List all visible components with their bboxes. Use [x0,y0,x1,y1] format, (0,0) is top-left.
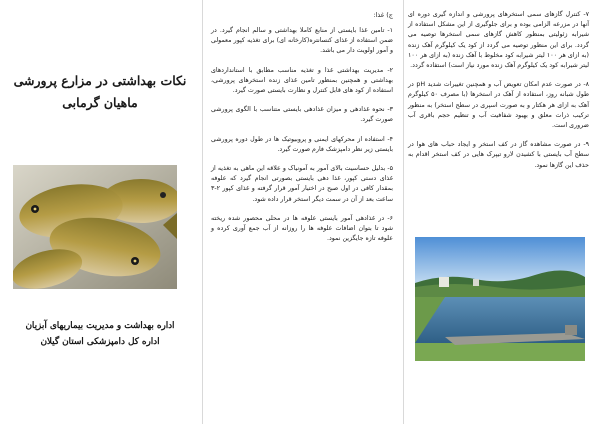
pond-illustration [415,237,585,361]
brochure-title: نکات بهداشتی در مزارع پرورشی ماهیان گرمابی [13,73,187,110]
fold-line-left [202,0,203,424]
org-line-1: اداره بهداشت و مدیریت بیماریهای آبزیان [25,321,175,331]
pond-photo [415,237,585,361]
paragraph-2: ۲- مدیریت بهداشتی غذا و تغذیه مناسب مطابق با استانداردهای بهداشتی و همچنین بمنظور تامین غذای زنده استخرهای پرورشی، استفاده از کود های قابل کنترل و نظارت بایستی صورت گیرد. [211,66,393,95]
paragraph-7: ۷- کنترل گازهای سمی استخرهای پرورشی و اندازه گیری دوره ای آنها در مزرعه الزامی بوده و برای جلوگیری از این مشکل استفاده از شیرابه زئولیتی بمنظور کاهش گازهای سمی استخرها توصیه می گردد. برای این منظور توصیه می گردد از کود یک کیلوگرم آهک زنده (به ازای هر ۱۰۰ لیتر شیرابه کود مخلوط با آهک زنده (به ازای هر ۱۰۰ لیتر شیرابه کود یک کیلوگرم آهک زنده مورد نیاز است) استفاده گردد. [408,11,589,70]
paragraph-3: ۳- نحوه غذادهی و میزان غذادهی بایستی متناسب با الگوی پرورشی صورت گیرد. [211,106,393,124]
paragraph-6: ۶- در غذادهی آمور بایستی علوفه ها در محلی محصور شده ریخته شود تا بتوان اضافات علوفه ها را روزانه از آب جمع آوری کرده و علوفه تازه جایگزین نمود. [211,214,393,243]
fish-illustration [13,165,177,289]
middle-column [205,0,401,424]
organization-block [6,318,194,350]
org-line-2: اداره کل دامپزشکی استان گیلان [40,337,160,347]
paragraph-5: ۵- بدلیل حساسیت بالای آمور به آمونیاک و علاقه این ماهی به تغذیه از غذای دستی کپور، غذا دهی بایستی بصورتی انجام گیرد که علوفه بمقدار کافی در اول صبح در اختیار آمور قرار گرفته و غذای کپور ۲-۳ ساعت بعد از آن در سمت دیگر استخر قرار داده شود. [211,165,393,203]
fold-line-right [403,0,404,424]
paragraph-4: ۴- استفاده از محرکهای ایمنی و پروبیوتیک ها در طول دوره پرورشی بایستی زیر نظر دامپزشک فارم صورت گیرد. [211,135,393,153]
paragraph-1: ۱- تامین غذا بایستی از منابع کاملا بهداشتی و سالم انجام گیرد. در ضمن استفاده از غذای کنسانتره(کارخانه ای) برای تغذیه کپور معمولی و آمور اولویت دار می باشد. [211,27,393,55]
section-heading-food: ج) غذا: [373,11,393,19]
carp-fish-photo [13,165,177,289]
paragraph-9: ۹- در صورت مشاهده گاز در کف استخر و ایجاد حباب های هوا در سطح آب بایستی با کشیدن لارو تیپرک هایی در کف استخر اقدام به حذف این گازها نمود. [408,141,589,169]
paragraph-8: ۸- در صورت عدم امکان تعویض آب و همچنین تغییرات شدید pH در طول شبانه روز، استفاده از آهک در استخرها (با مصرف ۵۰ کیلوگرم آهک به ازای هر هکتار و به صورت اسپری در سطح استخر) به منظور ترکیب ذرات معلق و بهبود شفافیت آب و تنظیم حجم باقری آب ضروری است. [408,81,590,130]
